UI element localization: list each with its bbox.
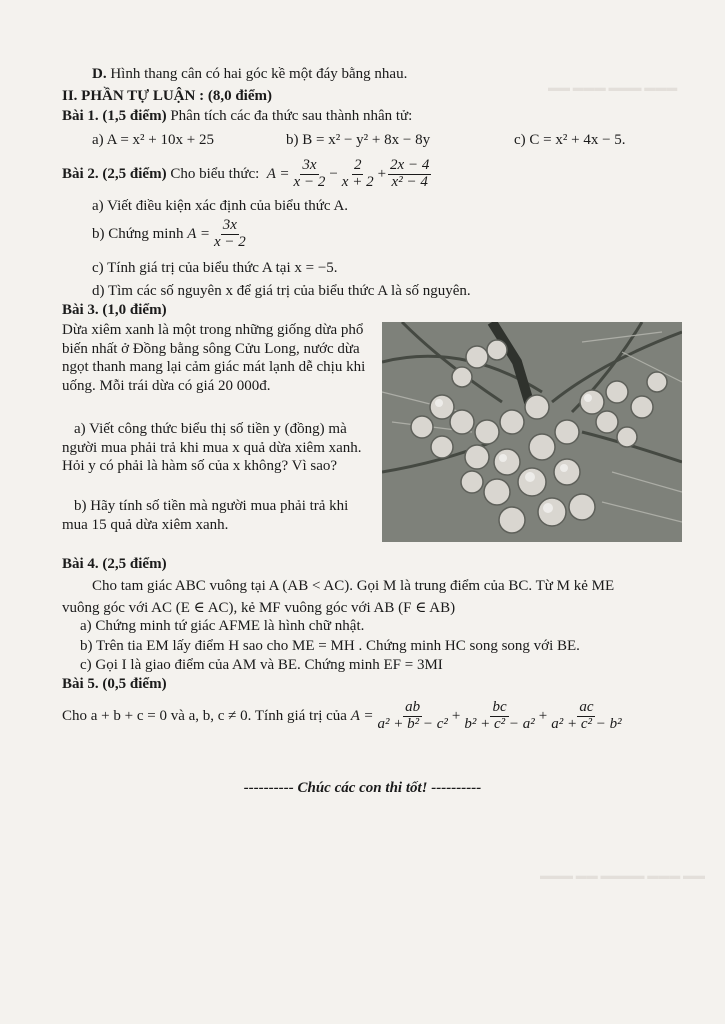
closing-message: ---------- Chúc các con thi tốt! ---------- bbox=[243, 780, 482, 796]
bai2-fraction-3: $\frac{2x - 4}{\text{x² − 4}}$ bbox=[390, 157, 430, 190]
bai4-line-2: vuông góc với AC (E ∈ AC), kẻ MF vuông góc với AB (F ∈ AB) bbox=[62, 600, 456, 616]
bai2-b-fraction: $\frac{3x}{x - 2}$ bbox=[213, 217, 246, 250]
bai1-b: b) B = x² − y² + 8x − 8y bbox=[286, 132, 431, 148]
bai5-title: Bài 5. (0,5 điểm) bbox=[62, 676, 167, 692]
bai3-b: b) Hãy tính số tiền mà người mua phải trả khi mua 15 quả dừa xiêm xanh. bbox=[62, 498, 349, 533]
bai2-op-1: − bbox=[329, 165, 338, 182]
coconut-cluster-image bbox=[382, 322, 682, 542]
option-d-text: Hình thang cân có hai góc kề một đáy bằng nhau. bbox=[110, 66, 408, 82]
bai1-title: Bài 1. (1,5 điểm) bbox=[62, 108, 167, 124]
bai1-a: a) A = x² + 10x + 25 bbox=[92, 132, 214, 148]
bai2-b: b) Chứng minh bbox=[92, 225, 184, 242]
bai5-fraction-1: $\frac{ab}{\text{a² + b² − c²}}$ bbox=[377, 699, 448, 732]
bai5-op-2: + bbox=[538, 707, 548, 724]
bleed-through-text: ▬▬▬ ▬▬ ▬▬▬▬ ▬▬▬ ▬▬ bbox=[540, 870, 705, 882]
bai1-c: c) C = x² + 4x − 5. bbox=[514, 132, 626, 148]
bai4-c: c) Gọi I là giao điểm của AM và BE. Chứng minh EF = 3MI bbox=[80, 657, 443, 673]
bai4-b: b) Trên tia EM lấy điểm H sao cho ME = MH . Chứng minh HC song song với BE. bbox=[80, 638, 580, 654]
bai3-title: Bài 3. (1,0 điểm) bbox=[62, 302, 167, 318]
bai5-fraction-2: $\frac{bc}{\text{b² + c² − a²}}$ bbox=[464, 699, 535, 732]
section-heading: II. PHẦN TỰ LUẬN : (8,0 điểm) bbox=[62, 88, 272, 104]
bai2-text: Cho biểu thức: bbox=[170, 165, 260, 182]
bai2-d: d) Tìm các số nguyên x để giá trị của biểu thức A là số nguyên. bbox=[92, 283, 471, 299]
bai5-lhs: A = bbox=[350, 707, 374, 724]
bai2-b-line bbox=[92, 218, 250, 251]
bai4-title: Bài 4. (2,5 điểm) bbox=[62, 556, 167, 572]
bai2-c: c) Tính giá trị của biểu thức A tại x = −5. bbox=[92, 260, 338, 276]
bai5-fraction-3: $\frac{ac}{\text{a² + c² − b²}}$ bbox=[551, 699, 622, 732]
bai2-line bbox=[62, 158, 433, 191]
bai5-op-1: + bbox=[451, 707, 461, 724]
bleed-through-text: ▬▬ ▬▬▬ ▬▬▬ ▬▬▬ bbox=[548, 82, 678, 94]
bai3-a: a) Viết công thức biểu thị số tiền y (đồng) mà người mua phải trả khi mua x quả dừa xiêm xanh. Hỏi y có phải là hàm số của x không? Vì sao? bbox=[62, 421, 362, 475]
bai2-formula-lhs: A = bbox=[266, 165, 290, 182]
bai2-a: a) Viết điều kiện xác định của biểu thức A. bbox=[92, 198, 349, 214]
bai1-text: Phân tích các đa thức sau thành nhân tử: bbox=[170, 108, 413, 124]
bai2-b-lhs: A = bbox=[187, 225, 210, 242]
option-d: D. Hình thang cân có hai góc kề một đáy bằng nhau. bbox=[92, 66, 408, 82]
bai2-title: Bài 2. (2,5 điểm) bbox=[62, 165, 167, 182]
bai3-intro: Dừa xiêm xanh là một trong những giống dừa phổ biến nhất ở Đồng bằng sông Cửu Long, nước dừa ngọt thanh mang lại cảm giác mát lạnh dễ chịu khi uống. Mỗi trái dừa có giá 20 000đ. bbox=[62, 322, 366, 394]
bai2-fraction-2: $\frac{2}{x + 2}$ bbox=[341, 157, 374, 190]
bai5-line bbox=[62, 700, 626, 733]
bai5-text: Cho a + b + c = 0 và a, b, c ≠ 0. Tính giá trị của bbox=[62, 707, 347, 724]
bai4-line-1: Cho tam giác ABC vuông tại A (AB < AC). Gọi M là trung điểm của BC. Từ M kẻ ME bbox=[92, 578, 615, 594]
coconut-photo bbox=[382, 322, 682, 542]
bai2-fraction-1: $\frac{3x}{x - 2}$ bbox=[293, 157, 326, 190]
bai1-line bbox=[62, 108, 412, 125]
bai4-a: a) Chứng minh tứ giác AFME là hình chữ nhật. bbox=[80, 618, 365, 634]
bai2-op-2: + bbox=[377, 165, 387, 182]
